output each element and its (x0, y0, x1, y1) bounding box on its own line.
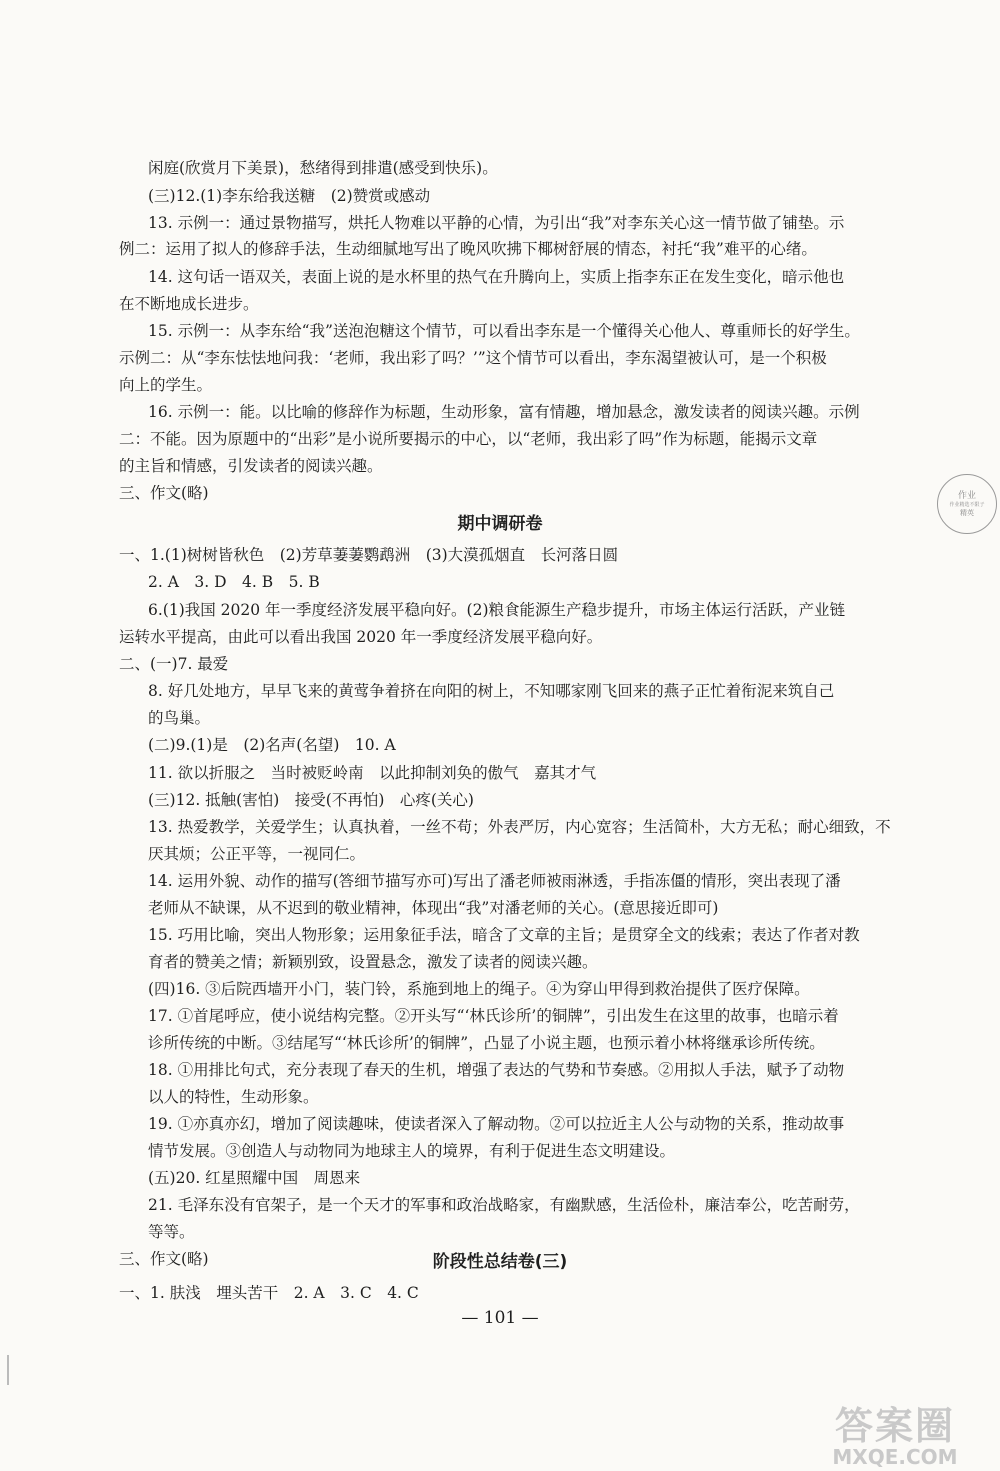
text-line: 一、1.(1)树树皆秋色 (2)芳草萋萋鹦鹉洲 (3)大漠孤烟直 长河落日圆 (119, 546, 619, 564)
section-heading: 阶段性总结卷(三) (432, 1252, 568, 1272)
text-line: 三、作文(略) (119, 484, 209, 502)
site-watermark: 答案圈 MXQE.COM (832, 1404, 958, 1469)
text-line: 6.(1)我国 2020 年一季度经济发展平稳向好。(2)粮食能源生产稳步提升，市场主体运行活跃，产业链 (148, 601, 846, 619)
text-line: 2. A 3. D 4. B 5. B (148, 573, 320, 591)
text-line: 15. 示例一：从李东给“我”送泡泡糖这个情节，可以看出李东是一个懂得关心他人、尊重师长的好学生。 (148, 322, 860, 340)
text-line: 三、作文(略) (119, 1250, 209, 1268)
seal-stamp: 作业 作业精选不限子 精英 (937, 474, 997, 534)
text-line: 向上的学生。 (119, 376, 213, 394)
text-line: 在不断地成长进步。 (119, 295, 259, 313)
text-line: 21. 毛泽东没有官架子，是一个天才的军事和政治战略家，有幽默感，生活俭朴，廉洁奉公，吃苦耐劳， (148, 1196, 860, 1214)
text-line: (三)12.(1)李东给我送糖 (2)赞赏或感动 (148, 187, 431, 205)
text-line: 诊所传统的中断。③结尾写“‘林氏诊所’的铜牌”，凸显了小说主题，也预示着小林将继承诊所传统。 (148, 1034, 825, 1052)
text-line: 老师从不缺课，从不迟到的敬业精神，体现出“我”对潘老师的关心。(意思接近即可) (148, 899, 719, 917)
text-line: 18. ①用排比句式，充分表现了春天的生机，增强了表达的气势和节奏感。②用拟人手法，赋予了动物 (148, 1061, 845, 1079)
scan-edge-mark (7, 1355, 9, 1385)
text-line: 8. 好几处地方，早早飞来的黄莺争着挤在向阳的树上，不知哪家刚飞回来的燕子正忙着衔泥来筑自己 (148, 682, 835, 700)
text-line: 11. 欲以折服之 当时被贬岭南 以此抑制刘奂的傲气 嘉其才气 (148, 764, 597, 782)
text-line: 15. 巧用比喻，突出人物形象；运用象征手法，暗含了文章的主旨；是贯穿全文的线索；表达了作者对教 (148, 926, 860, 944)
text-line: (四)16. ③后院西墙开小门，装门铃，系施到地上的绳子。④为穿山甲得到救治提供了医疗保障。 (148, 980, 810, 998)
text-line: 情节发展。③创造人与动物同为地球主人的境界，有利于促进生态文明建设。 (148, 1142, 676, 1160)
text-line: 19. ①亦真亦幻，增加了阅读趣味，使读者深入了解动物。②可以拉近主人公与动物的关系，推动故事 (148, 1115, 845, 1133)
text-line: 运转水平提高，由此可以看出我国 2020 年一季度经济发展平稳向好。 (119, 628, 603, 646)
text-line: 示例二：从“李东怯怯地问我：‘老师，我出彩了吗？’”这个情节可以看出，李东渴望被认可，是一个积极 (119, 349, 827, 367)
text-line: 以人的特性，生动形象。 (148, 1088, 319, 1106)
text-line: 14. 这句话一语双关，表面上说的是水杯里的热气在升腾向上，实质上指李东正在发生变化，暗示他也 (148, 268, 845, 286)
text-line: 二：不能。因为原题中的“出彩”是小说所要揭示的中心，以“老师，我出彩了吗”作为标题，能揭示文章 (119, 430, 818, 448)
page-number: — 101 — (461, 1308, 539, 1328)
text-line: 16. 示例一：能。以比喻的修辞作为标题，生动形象，富有情趣，增加悬念，激发读者的阅读兴趣。示例 (148, 403, 860, 421)
text-line: (三)12. 抵触(害怕) 接受(不再怕) 心疼(关心) (148, 791, 474, 809)
text-line: 13. 示例一：通过景物描写，烘托人物难以平静的心情，为引出“我”对李东关心这一情节做了铺垫。示 (148, 214, 845, 232)
text-line: 14. 运用外貌、动作的描写(答细节描写亦可)写出了潘老师被雨淋透，手指冻僵的情形，突出表现了潘 (148, 872, 841, 890)
text-line: 的主旨和情感，引发读者的阅读兴趣。 (119, 457, 383, 475)
text-line: 13. 热爱教学，关爱学生；认真执着，一丝不苟；外表严厉，内心宽容；生活简朴，大方无私；耐心细致，不 (148, 818, 891, 836)
text-line: 例二：运用了拟人的修辞手法，生动细腻地写出了晚风吹拂下椰树舒展的情态，衬托“我”难平的心绪。 (119, 240, 817, 258)
text-line: 厌其烦；公正平等，一视同仁。 (148, 845, 366, 863)
text-line: 17. ①首尾呼应，使小说结构完整。②开头写“‘林氏诊所’的铜牌”，引出发生在这里的故事，也暗示着 (148, 1007, 839, 1025)
text-line: (二)9.(1)是 (2)名声(名望) 10. A (148, 736, 396, 754)
text-line: 育者的赞美之情；新颖别致，设置悬念，激发了读者的阅读兴趣。 (148, 953, 598, 971)
text-line: 等等。 (148, 1223, 195, 1241)
section-heading: 期中调研卷 (457, 514, 543, 534)
text-line: 二、(一)7. 最爱 (119, 655, 229, 673)
text-line: 闲庭(欣赏月下美景)，愁绪得到排遣(感受到快乐)。 (148, 159, 498, 177)
text-line: 一、1. 肤浅 埋头苦干 2. A 3. C 4. C (119, 1284, 419, 1302)
text-line: 的鸟巢。 (148, 709, 211, 727)
text-line: (五)20. 红星照耀中国 周恩来 (148, 1169, 361, 1187)
